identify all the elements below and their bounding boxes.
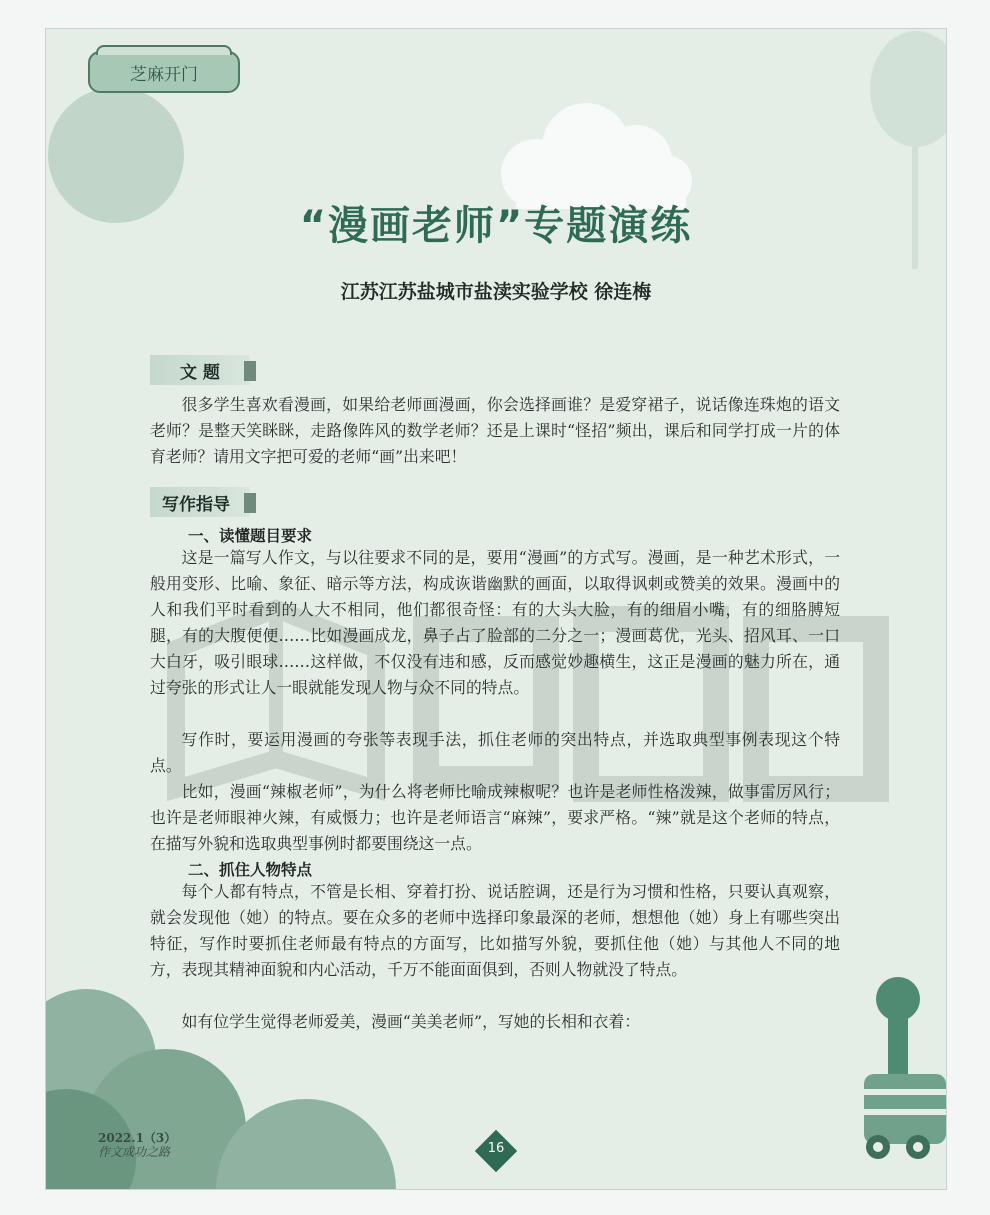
section-heading-guide [150, 487, 250, 517]
issue-info [98, 1131, 176, 1159]
section-heading-label: 文 题 [180, 362, 220, 383]
magazine-page [45, 28, 947, 1190]
heading-marker-icon [244, 361, 256, 381]
article-author: 江苏江苏盐城市盐渎实验学校 徐连梅 [340, 281, 652, 303]
article-title: “漫画老师”专题演练 [299, 203, 693, 249]
page-number-badge [474, 1129, 518, 1173]
section-heading-topic [150, 355, 250, 385]
guide-paragraph-4: 每个人都有特点，不管是长相、穿着打扮、说话腔调，还是行为习惯和性格，只要认真观察，就会发现他（她）的特点。要在众多的老师中选择印象最深的老师，想想他（她）身上有哪些突出特征，写作时要抓住老师最有特点的方面写，比如描写外貌，要抓住他（她）与其他人不同的地方，表现其精神面貌和内心活动，千万不能面面俱到，否则人物就没了特点。 [150, 882, 840, 979]
journal-name: 作文成功之路 [98, 1145, 171, 1159]
topic-paragraph: 很多学生喜欢看漫画，如果给老师画漫画，你会选择画谁？是爱穿裙子，说话像连珠炮的语文老师？是整天笑眯眯，走路像阵风的数学老师？还是上课时“怪招”频出，课后和同学打成一片的体育老师？请用文字把可爱的老师“画”出来吧！ [150, 395, 840, 466]
guide-paragraph-3: 比如，漫画“辣椒老师”，为什么将老师比喻成辣椒呢？也许是老师性格泼辣，做事雷厉风行；也许是老师眼神火辣，有威慑力；也许是老师语言“麻辣”，要求严格。“辣”就是这个老师的特点，在描写外貌和选取典型事例时都要围绕这一点。 [150, 782, 840, 853]
heading-marker-icon [244, 493, 256, 513]
guide-paragraph-2: 写作时，要运用漫画的夸张等表现手法，抓住老师的突出特点，并选取典型事例表现这个特点。 [150, 730, 840, 775]
decor-train-icon [856, 969, 946, 1169]
guide-paragraph-5: 如有位学生觉得老师爱美，漫画“美美老师”，写她的长相和衣着： [181, 1012, 641, 1031]
subheading-2: 二、抓住人物特点 [188, 860, 313, 879]
column-tag: 芝麻开门 [88, 51, 240, 93]
section-heading-label: 写作指导 [162, 494, 230, 515]
page-number: 16 [487, 1141, 505, 1156]
subheading-1: 一、读懂题目要求 [188, 526, 313, 545]
decor-cloud-icon [486, 99, 696, 209]
guide-paragraph-1: 这是一篇写人作文，与以往要求不同的是，要用“漫画”的方式写。漫画，是一种艺术形式，一般用变形、比喻、象征、暗示等方法，构成诙谐幽默的画面，以取得讽刺或赞美的效果。漫画中的人和我们平时看到的人大不相同，他们都很奇怪：有的大头大脸，有的细眉小嘴，有的细胳膊短腿，有的大腹便便……比如漫画成龙，鼻子占了脸部的二分之一；漫画葛优，光头、招风耳、一口大白牙，吸引眼球……这样做，不仅没有违和感，反而感觉妙趣横生，这正是漫画的魅力所在，通过夸张的形式让人一眼就能发现人物与众不同的特点。 [150, 548, 840, 697]
issue-number: 2022.1（3） [98, 1131, 177, 1145]
